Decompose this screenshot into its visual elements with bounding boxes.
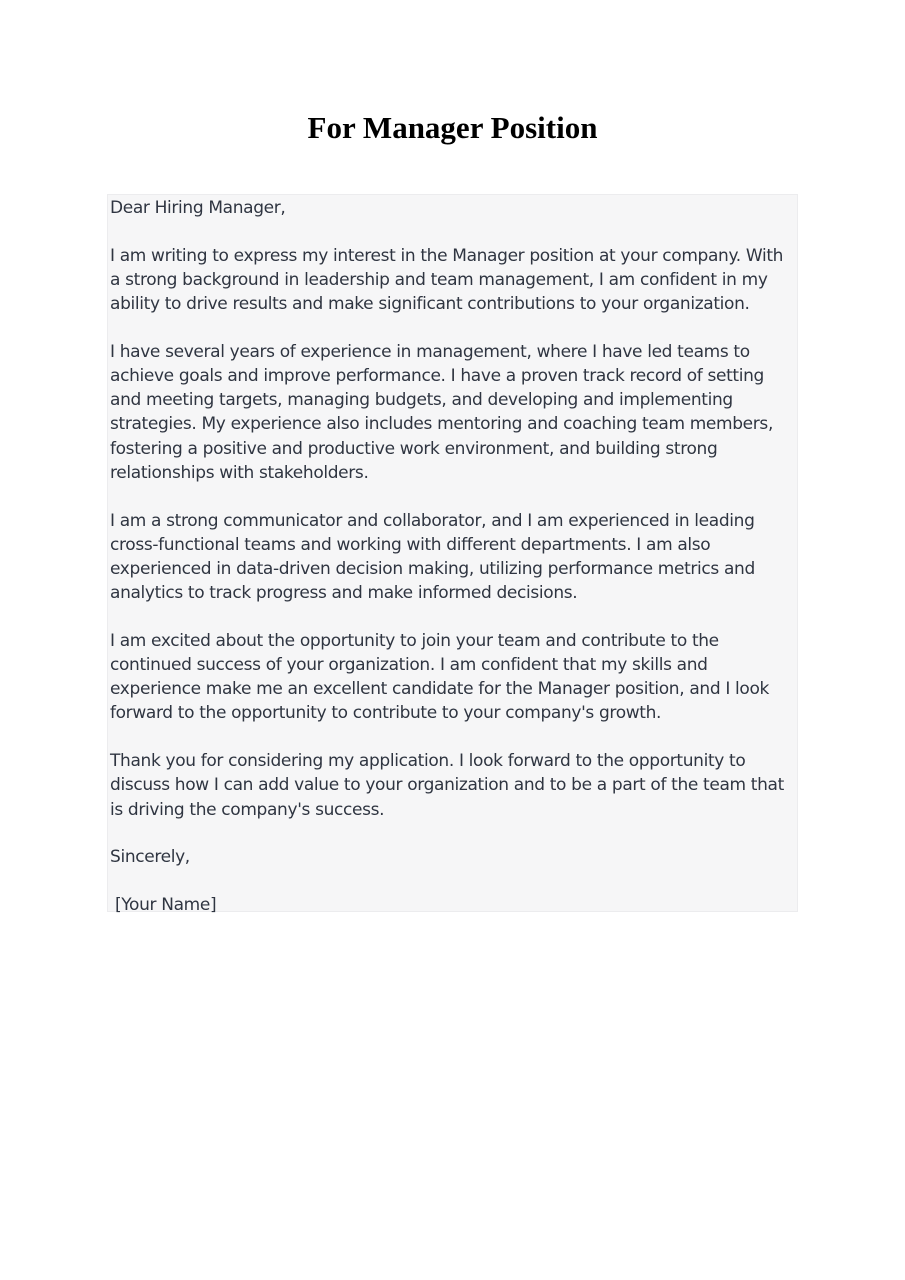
letter-paragraph-1: I am writing to express my interest in the Manager position at your company. With a strong background in leadership and team management, I am confident in my ability to drive results and make significant contributions to your organization.: [110, 245, 784, 315]
letter-signature: [Your Name]: [115, 894, 217, 915]
letter-paragraph-3: I am a strong communicator and collaborator, and I am experienced in leading cross-functional teams and working with different departments. I am also experienced in data-driven decision making, utilizing performance metrics and analytics to track progress and make informed decisions.: [110, 510, 755, 604]
document-title: For Manager Position: [307, 110, 598, 145]
letter-paragraph-4: I am excited about the opportunity to join your team and contribute to the continued success of your organization. I am confident that my skills and experience make me an excellent candidate for the Manager position, and I look forward to the opportunity to contribute to your company's growth.: [110, 630, 770, 724]
letter-salutation: Dear Hiring Manager,: [110, 198, 286, 218]
letter-paragraph-5: Thank you for considering my application. I look forward to the opportunity to discuss how I can add value to your organization and to be a part of the team that is driving the company's success.: [110, 751, 784, 820]
letter-body: [107, 194, 798, 915]
letter-closing: Sincerely,: [110, 847, 190, 868]
letter-paragraph-2: I have several years of experience in management, where I have led teams to achieve goals and improve performance. I have a proven track record of setting and meeting targets, managing budgets, and developing and implementing strategies. My experience also includes mentoring and coaching team members, fostering a positive and productive work environment, and building strong relationships with stakeholders.: [110, 341, 773, 483]
